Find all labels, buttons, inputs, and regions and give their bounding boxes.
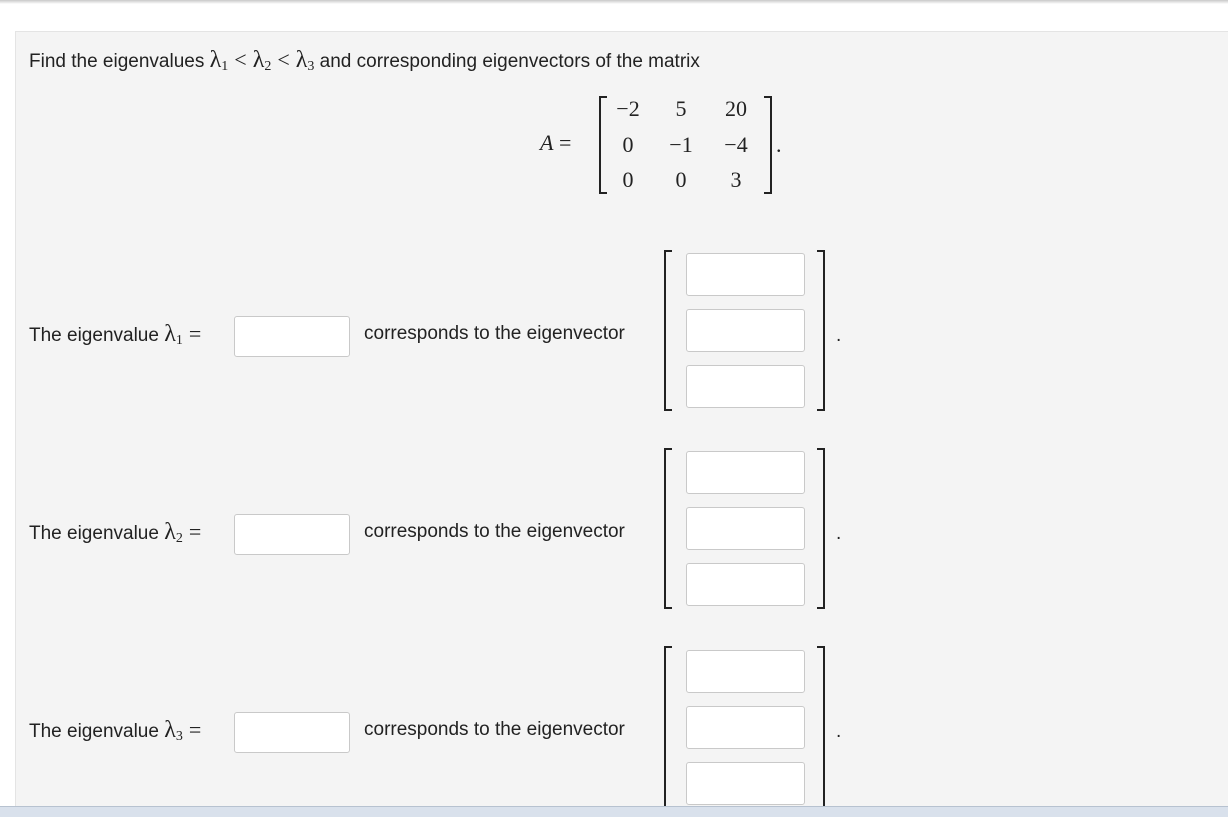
vector-3-left-bracket [664, 646, 672, 810]
vector-1-left-bracket [664, 250, 672, 411]
matrix-label [540, 130, 571, 156]
lambda-3 [296, 47, 315, 73]
eigenvalue-label-3 [29, 717, 207, 745]
lambda-symbol: λ [295, 47, 308, 73]
eigenvector-2-entry-3[interactable] [686, 563, 805, 606]
top-shadow [0, 0, 1228, 4]
matrix-cell: −4 [724, 132, 748, 157]
eigenvalue-label-2 [29, 519, 207, 547]
eigenvalue-3-input[interactable] [234, 712, 350, 753]
prompt-suffix: and corresponding eigenvectors of the matrix [314, 51, 700, 72]
eigenvalue-label-text: The eigenvalue [29, 523, 165, 544]
lambda-symbol: λ [209, 47, 222, 73]
prompt-prefix: Find the eigenvalues [29, 51, 210, 72]
eigenvector-3-entry-3[interactable] [686, 762, 805, 805]
corresponds-text-3: corresponds to the eigenvector [364, 719, 625, 740]
lambda-2 [253, 47, 272, 73]
lambda-subscript: 1 [175, 333, 183, 348]
matrix-name: A [540, 130, 554, 155]
lambda-subscript: 3 [175, 729, 183, 744]
vector-1-right-bracket [817, 250, 825, 411]
matrix-cell: −2 [616, 96, 640, 121]
matrix-cell: 0 [622, 132, 634, 157]
matrix-right-bracket [764, 96, 772, 194]
less-than-sign: < [277, 47, 290, 72]
matrix-terminator: . [776, 132, 782, 157]
matrix-cell: 3 [730, 167, 742, 192]
eigenvalue-2-input[interactable] [234, 514, 350, 555]
vector-1-terminator: . [836, 325, 842, 346]
vector-2-terminator: . [836, 523, 842, 544]
matrix-cell: −1 [669, 132, 693, 157]
lambda-symbol: λ [252, 47, 265, 73]
eigenvalue-label-text: The eigenvalue [29, 325, 165, 346]
eigenvector-3-entry-1[interactable] [686, 650, 805, 693]
lambda-1 [164, 321, 183, 347]
matrix-cell: 0 [675, 167, 687, 192]
equals-sign: = [188, 519, 202, 544]
question-prompt [29, 47, 700, 75]
eigenvalue-1-input[interactable] [234, 316, 350, 357]
lambda-3 [164, 717, 183, 743]
lambda-symbol: λ [164, 519, 176, 545]
vector-3-terminator: . [836, 721, 842, 742]
lambda-1 [210, 47, 229, 73]
lambda-symbol: λ [164, 717, 176, 743]
less-than-sign: < [234, 47, 247, 72]
vector-3-right-bracket [817, 646, 825, 810]
corresponds-text-1: corresponds to the eigenvector [364, 323, 625, 344]
bottom-scroll-edge [0, 806, 1228, 817]
eigenvector-2-entry-1[interactable] [686, 451, 805, 494]
eigenvector-1-entry-1[interactable] [686, 253, 805, 296]
eigenvector-2-entry-2[interactable] [686, 507, 805, 550]
equals-sign: = [558, 130, 572, 155]
lambda-2 [164, 519, 183, 545]
lambda-subscript: 1 [221, 59, 229, 74]
equals-sign: = [188, 717, 202, 742]
matrix-cell: 0 [622, 167, 634, 192]
eigenvector-1-entry-3[interactable] [686, 365, 805, 408]
eigenvalue-label-1 [29, 321, 207, 349]
matrix-cell: 5 [675, 96, 687, 121]
eigenvalue-label-text: The eigenvalue [29, 721, 165, 742]
matrix-left-bracket [599, 96, 607, 194]
lambda-symbol: λ [164, 321, 176, 347]
eigenvector-1-entry-2[interactable] [686, 309, 805, 352]
vector-2-right-bracket [817, 448, 825, 609]
lambda-subscript: 2 [175, 531, 183, 546]
vector-2-left-bracket [664, 448, 672, 609]
lambda-subscript: 3 [307, 59, 315, 74]
matrix-cell: 20 [725, 96, 747, 121]
lambda-subscript: 2 [264, 59, 272, 74]
equals-sign: = [188, 321, 202, 346]
corresponds-text-2: corresponds to the eigenvector [364, 521, 625, 542]
eigenvector-3-entry-2[interactable] [686, 706, 805, 749]
